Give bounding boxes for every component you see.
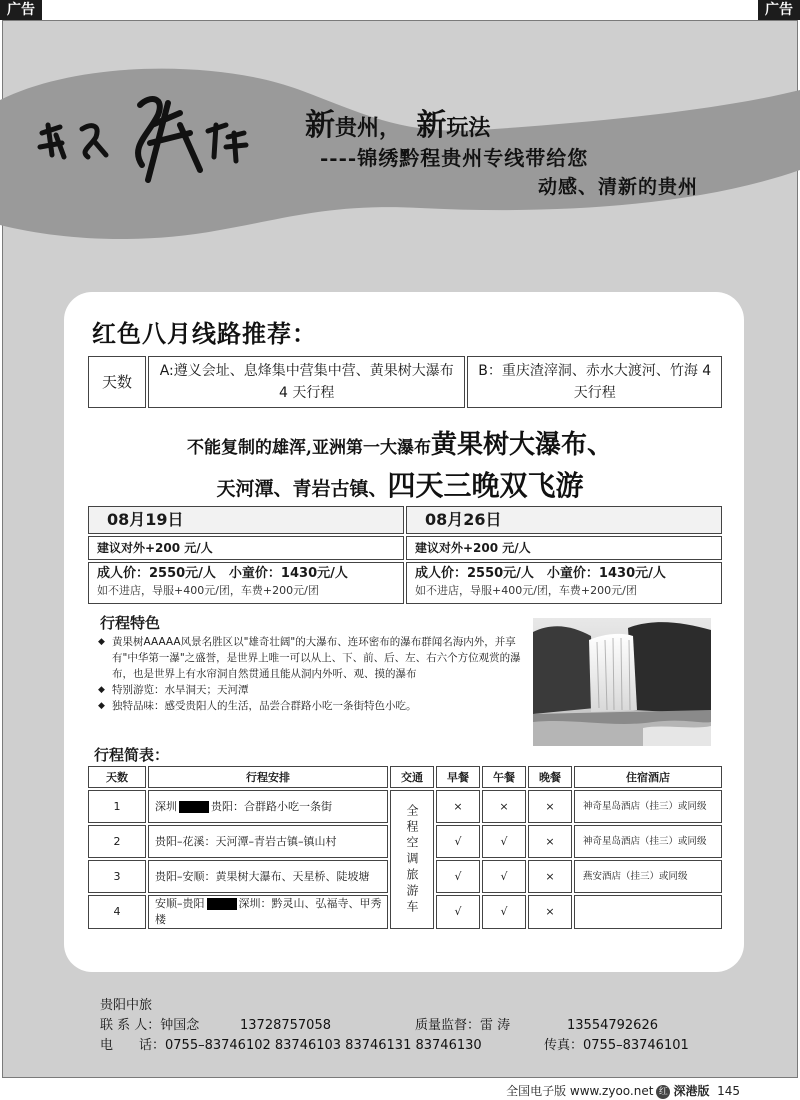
- redaction-mark: [207, 898, 237, 910]
- feature-item: ◆ 特别游览：水旱洞天；天河潭: [98, 682, 522, 698]
- transport-cell: 全程空调旅游车: [390, 790, 434, 929]
- dinner-mark: ×: [528, 895, 572, 929]
- breakfast-mark: √: [436, 860, 480, 893]
- day-number: 2: [88, 825, 146, 858]
- slogan-line-1: 新贵州， 新玩法: [305, 108, 491, 143]
- contact-person: 联 系 人：钟国念: [100, 1018, 200, 1033]
- departure-date: 08月19日: [88, 506, 404, 534]
- promo-headline-1: 不能复制的雄浑,亚洲第一大瀑布黄果树大瀑布、: [187, 430, 613, 460]
- day-number: 3: [88, 860, 146, 893]
- ad-tag-right: 广告: [758, 0, 800, 20]
- itinerary-plan: 贵阳–花溪：天河潭–青岩古镇–镇山村: [148, 825, 388, 858]
- lunch-mark: √: [482, 860, 526, 893]
- breakfast-mark: √: [436, 825, 480, 858]
- price-text: 成人价：2550元/人 小童价：1430元/人: [97, 566, 348, 581]
- header-breakfast: 早餐: [436, 766, 480, 788]
- header-hotel: 住宿酒店: [574, 766, 722, 788]
- waterfall-photo: [533, 618, 711, 746]
- hotel-name: 燕安酒店（挂三）或同级: [574, 860, 722, 893]
- contact-block: [100, 996, 689, 1056]
- hotel-name: 神奇星岛酒店（挂三）或同级: [574, 790, 722, 823]
- table-row: [88, 790, 722, 823]
- feature-item: ◆ 独特品味：感受贵阳人的生活，品尝合群路小吃一条街特色小吃。: [98, 698, 522, 714]
- breakfast-mark: √: [436, 895, 480, 929]
- lunch-mark: ×: [482, 790, 526, 823]
- day-number: 1: [88, 790, 146, 823]
- recommend-title: 红色八月线路推荐：: [92, 319, 317, 348]
- route-table: [86, 354, 724, 410]
- dinner-mark: ×: [528, 790, 572, 823]
- route-days-label: 天数: [88, 356, 146, 408]
- contact-line: [100, 1016, 689, 1036]
- price-note: 如不进店，导服+400元/团，车费+200元/团: [97, 584, 319, 597]
- footer-badge-icon: 红: [656, 1085, 670, 1099]
- tel-line: [100, 1036, 689, 1056]
- schedule-table: [86, 764, 724, 931]
- promo-headline-2: 天河潭、青岩古镇、四天三晚双飞游: [216, 469, 584, 502]
- hotel-name: [574, 895, 722, 929]
- telephone-numbers: 电 话：0755–83746102 83746103 83746131 83746130: [100, 1038, 482, 1053]
- departure-date: 08月26日: [406, 506, 722, 534]
- quality-supervisor: 质量监督：雷 涛: [415, 1018, 511, 1033]
- features-title: 行程特色: [100, 614, 161, 632]
- redaction-mark: [179, 801, 209, 813]
- page-footer: [506, 1082, 740, 1099]
- day-number: 4: [88, 895, 146, 929]
- contact-phone: 13728757058: [240, 1018, 331, 1033]
- price-cell: [88, 562, 404, 604]
- dinner-mark: ×: [528, 860, 572, 893]
- suggested-markup: 建议对外+200 元/人: [88, 536, 404, 560]
- itinerary-plan: 深圳 贵阳：合群路小吃一条街: [148, 790, 388, 823]
- slogan-line-2: ----锦绣黔程贵州专线带给您: [320, 146, 589, 170]
- schedule-title: 行程简表：: [94, 746, 170, 764]
- footer-site: 全国电子版 www.zyoo.net: [506, 1084, 654, 1098]
- departures-table: [86, 504, 724, 606]
- price-text: 成人价：2550元/人 小童价：1430元/人: [415, 566, 666, 581]
- hotel-name: 神奇星岛酒店（挂三）或同级: [574, 825, 722, 858]
- feature-item: ◆ 黄果树AAAAA风景名胜区以"雄奇壮阔"的大瀑布、连环密布的瀑布群闻名海内外，并享有"中华第一瀑"之盛誉，是世界上唯一可以从上、下、前、后、左、右六个方位观赏的瀑布，也是世界上有水帘洞自然贯通且能从洞内外听、观、摸的瀑布: [98, 634, 522, 682]
- header-lunch: 午餐: [482, 766, 526, 788]
- price-cell: [406, 562, 722, 604]
- header-plan: 行程安排: [148, 766, 388, 788]
- fax-number: 传真：0755–83746101: [544, 1038, 689, 1053]
- route-b: B：重庆渣滓洞、赤水大渡河、竹海 4 天行程: [467, 356, 722, 408]
- suggested-markup: 建议对外+200 元/人: [406, 536, 722, 560]
- itinerary-plan: 安顺–贵阳 深圳：黔灵山、弘福寺、甲秀楼: [148, 895, 388, 929]
- company-name: 贵阳中旅: [100, 998, 153, 1013]
- lunch-mark: √: [482, 895, 526, 929]
- slogan-line-3: 动感、清新的贵州: [538, 176, 699, 198]
- breakfast-mark: ×: [436, 790, 480, 823]
- dinner-mark: ×: [528, 825, 572, 858]
- page-number: 145: [717, 1084, 740, 1098]
- footer-edition: 深港版: [673, 1084, 710, 1098]
- itinerary-plan: 贵阳–安顺：黄果树大瀑布、天星桥、陡坡塘: [148, 860, 388, 893]
- lunch-mark: √: [482, 825, 526, 858]
- brand-logo: [30, 85, 260, 185]
- header-dinner: 晚餐: [528, 766, 572, 788]
- price-note: 如不进店，导服+400元/团，车费+200元/团: [415, 584, 637, 597]
- header-day: 天数: [88, 766, 146, 788]
- features-list: [98, 634, 522, 714]
- ad-tag-left: 广告: [0, 0, 42, 20]
- header-transport: 交通: [390, 766, 434, 788]
- quality-phone: 13554792626: [567, 1018, 658, 1033]
- route-a: A:遵义会址、息烽集中营集中营、黄果树大瀑布 4 天行程: [148, 356, 465, 408]
